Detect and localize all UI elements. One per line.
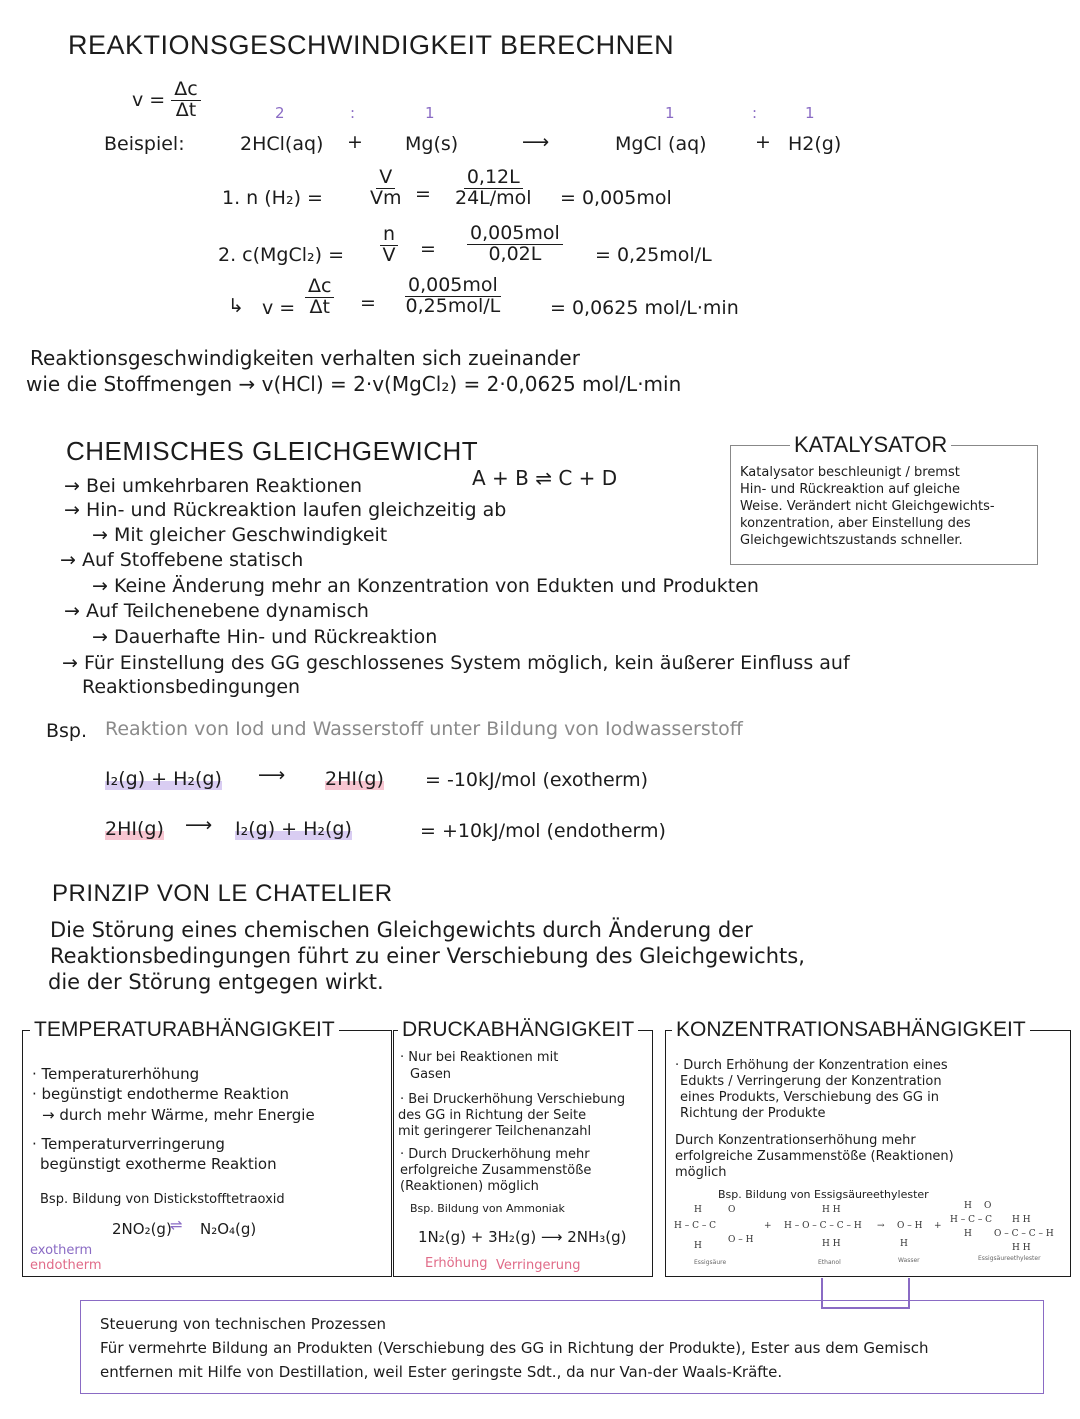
- step3-den: 0,25mol/L: [405, 294, 501, 317]
- gg-bsp-label: Bsp.: [46, 720, 88, 742]
- concentration-title: KONZENTRATIONSABHÄNGIGKEIT: [672, 1018, 1030, 1042]
- eq-mgcl: MgCl (aq): [615, 133, 707, 155]
- konz-line-2: Edukts / Verringerung der Konzentration: [680, 1074, 942, 1089]
- step2-values: [467, 224, 563, 265]
- rg-formula-v: v =: [132, 88, 166, 111]
- steuerung-line-1: Für vermehrte Bildung an Produkten (Verschiebung des GG in Richtung der Produkte), Ester aus dem Gemisch: [100, 1339, 929, 1357]
- svg-text:H – C – C: H – C – C: [950, 1215, 993, 1225]
- step1-values: [455, 168, 532, 209]
- reaction1-value: = -10kJ/mol (exotherm): [425, 769, 649, 791]
- svg-text:O: O: [984, 1201, 992, 1211]
- konz-line-3: eines Produkts, Verschiebung des GG in: [680, 1090, 939, 1105]
- gg-line-7: → Dauerhafte Hin- und Rückreaktion: [92, 626, 438, 648]
- step2-eq: =: [420, 238, 436, 260]
- coef-1a: 1: [425, 104, 435, 122]
- svg-text:O – H: O – H: [728, 1235, 754, 1245]
- svg-text:+: +: [934, 1221, 942, 1231]
- svg-text:O – C – C – H: O – C – C – H: [994, 1229, 1054, 1239]
- gg-line-5: → Keine Änderung mehr an Konzentration von Edukten und Produkten: [92, 575, 759, 597]
- reaction1-right-text: 2HI(g): [325, 768, 384, 790]
- reaction2-right: [235, 818, 352, 840]
- step2-frac: [380, 225, 398, 266]
- step2-frac-den: V: [382, 243, 396, 266]
- konz-line-1: · Durch Erhöhung der Konzentration eines: [675, 1058, 948, 1073]
- temp-eq-left: 2NO₂(g): [112, 1220, 172, 1238]
- beispiel-label: Beispiel:: [104, 133, 185, 155]
- reaction1-left: [105, 768, 222, 790]
- kat-line-5: Gleichgewichtszustands schneller.: [740, 533, 963, 548]
- svg-text:→: →: [877, 1221, 885, 1231]
- druck-line-3: · Bei Druckerhöhung Verschiebung: [400, 1092, 626, 1107]
- lbl-ethanol: Ethanol: [818, 1259, 841, 1266]
- coef-1c: 1: [805, 104, 815, 122]
- temp-line-1: · Temperaturerhöhung: [32, 1065, 200, 1083]
- step3-result: = 0,0625 mol/L·min: [550, 297, 739, 319]
- konz-line-4: Richtung der Produkte: [680, 1106, 826, 1121]
- rg-note-line2: wie die Stoffmengen → v(HCl) = 2·v(MgCl₂) = 2·0,0625 mol/L·min: [26, 372, 682, 396]
- reaction2-right-text: I₂(g) + H₂(g): [235, 818, 352, 840]
- step2-result: = 0,25mol/L: [595, 244, 712, 266]
- rg-formula-num: Δc: [171, 80, 200, 101]
- step1-eq: =: [415, 183, 431, 205]
- svg-text:H – C – C: H – C – C: [674, 1221, 717, 1231]
- step1-frac-den: Vm: [370, 186, 402, 209]
- temp-eq-arrow: [170, 1216, 183, 1234]
- druck-line-7: erfolgreiche Zusammenstöße: [400, 1163, 592, 1178]
- temp-line-4: · Temperaturverringerung: [32, 1135, 225, 1153]
- ester-reaction-structures: [672, 1200, 1062, 1272]
- step1-den: 24L/mol: [455, 186, 532, 209]
- svg-text:H H: H H: [1012, 1243, 1031, 1253]
- step3-frac-num: Δc: [305, 277, 334, 298]
- step3-eq: =: [360, 292, 376, 314]
- gg-line-1: → Bei umkehrbaren Reaktionen: [64, 475, 363, 497]
- eq-hcl: 2HCl(aq): [240, 133, 324, 155]
- svg-text:H: H: [964, 1229, 972, 1239]
- svg-text:+: +: [764, 1221, 772, 1231]
- step3-frac-den: Δt: [309, 295, 330, 318]
- druck-legend-up: Erhöhung: [425, 1256, 488, 1271]
- reaction1-right: [325, 768, 384, 790]
- druck-line-1: · Nur bei Reaktionen mit: [400, 1050, 559, 1065]
- lbl-wasser: Wasser: [898, 1257, 920, 1264]
- lc-line-3: die der Störung entgegen wirkt.: [48, 970, 384, 994]
- temp-line-2: · begünstigt endotherme Reaktion: [32, 1085, 290, 1103]
- katalysator-title: KATALYSATOR: [790, 432, 951, 458]
- step3-frac: [305, 277, 334, 318]
- rg-formula: [132, 80, 201, 121]
- step1-num: 0,12L: [464, 168, 523, 189]
- step3-label: v =: [262, 297, 296, 319]
- druck-eq: 1N₂(g) + 3H₂(g) ⟶ 2NH₃(g): [418, 1228, 627, 1246]
- step1-result: = 0,005mol: [560, 187, 672, 209]
- eq-arrow: ⟶: [522, 131, 550, 153]
- svg-text:H H: H H: [1012, 1215, 1031, 1225]
- step1-frac: [370, 168, 402, 209]
- druck-line-6: · Durch Druckerhöhung mehr: [400, 1147, 590, 1162]
- reaction1-left-text: I₂(g) + H₂(g): [105, 768, 222, 790]
- step2-frac-num: n: [380, 225, 398, 246]
- temp-eq-arrow-glyph: ⇌: [170, 1216, 183, 1234]
- lc-line-1: Die Störung eines chemischen Gleichgewichts durch Änderung der: [50, 918, 753, 942]
- temperature-title: TEMPERATURABHÄNGIGKEIT: [30, 1018, 339, 1042]
- svg-text:H H: H H: [822, 1239, 841, 1249]
- rg-note-line1: Reaktionsgeschwindigkeiten verhalten sich zueinander: [30, 346, 580, 370]
- step1-frac-num: V: [376, 168, 395, 189]
- rg-formula-fraction: [171, 80, 200, 121]
- svg-text:H: H: [694, 1205, 702, 1215]
- temp-eq-right: N₂O₄(g): [200, 1220, 257, 1238]
- lc-title: PRINZIP VON LE CHATELIER: [52, 880, 393, 907]
- eq-h2: H2(g): [788, 133, 842, 155]
- konz-bsp: Bsp. Bildung von Essigsäureethylester: [718, 1188, 929, 1201]
- temp-line-5: begünstigt exotherme Reaktion: [40, 1155, 277, 1173]
- step2-num: 0,005mol: [467, 224, 563, 245]
- gg-line-8: → Für Einstellung des GG geschlossenes System möglich, kein äußerer Einfluss auf: [62, 652, 850, 674]
- gg-bsp-text: Reaktion von Iod und Wasserstoff unter Bildung von Iodwasserstoff: [105, 718, 743, 740]
- step2-label: 2. c(MgCl₂) =: [218, 244, 345, 266]
- step3-arrow: ↳: [228, 295, 244, 317]
- reaction2-left-text: 2HI(g): [105, 818, 164, 840]
- druck-bsp: Bsp. Bildung von Ammoniak: [410, 1202, 565, 1215]
- coef-2: 2: [275, 104, 285, 122]
- gg-line-2: → Hin- und Rückreaktion laufen gleichzeitig ab: [64, 499, 507, 521]
- coef-1b: 1: [665, 104, 675, 122]
- coef-colon-2: :: [752, 104, 758, 122]
- kat-line-2: Hin- und Rückreaktion auf gleiche: [740, 482, 961, 497]
- druck-line-4: des GG in Richtung der Seite: [398, 1108, 587, 1123]
- druck-line-8: (Reaktionen) möglich: [400, 1179, 539, 1194]
- temp-legend-exo: exotherm: [30, 1243, 93, 1258]
- eq-plus-1: +: [347, 131, 363, 153]
- temp-legend-endo: endotherm: [30, 1258, 102, 1273]
- reaction2-left: [105, 818, 164, 840]
- pressure-title: DRUCKABHÄNGIGKEIT: [398, 1018, 638, 1042]
- svg-text:H: H: [900, 1239, 908, 1249]
- gg-title: CHEMISCHES GLEICHGEWICHT: [66, 436, 479, 466]
- druck-legend-down: Verringerung: [496, 1258, 581, 1273]
- lc-line-2: Reaktionsbedingungen führt zu einer Verschiebung des Gleichgewichts,: [50, 944, 805, 968]
- reaction2-value: = +10kJ/mol (endotherm): [420, 820, 666, 842]
- svg-text:O: O: [728, 1205, 736, 1215]
- svg-text:O – H: O – H: [897, 1221, 923, 1231]
- lbl-essigsaeure: Essigsäure: [694, 1259, 727, 1266]
- temp-line-3: → durch mehr Wärme, mehr Energie: [42, 1106, 315, 1124]
- reaction1-arrow: ⟶: [258, 764, 286, 786]
- eq-plus-2: +: [755, 131, 771, 153]
- rg-title: REAKTIONSGESCHWINDIGKEIT BERECHNEN: [68, 30, 675, 60]
- lbl-ester: Essigsäureethylester: [978, 1255, 1041, 1262]
- gg-equation: A + B ⇌ C + D: [472, 466, 618, 490]
- step3-values: [405, 276, 501, 317]
- svg-text:H: H: [964, 1201, 972, 1211]
- gg-line-9: Reaktionsbedingungen: [82, 676, 301, 698]
- step1-label: 1. n (H₂) =: [222, 187, 323, 209]
- eq-mg: Mg(s): [405, 133, 459, 155]
- svg-text:H – O – C – C – H: H – O – C – C – H: [784, 1221, 862, 1231]
- rg-formula-den: Δt: [175, 98, 197, 121]
- gg-line-6: → Auf Teilchenebene dynamisch: [64, 600, 369, 622]
- druck-line-5: mit geringerer Teilchenanzahl: [398, 1124, 592, 1139]
- druck-line-2: Gasen: [410, 1067, 452, 1082]
- coef-colon-1: :: [350, 104, 356, 122]
- kat-line-1: Katalysator beschleunigt / bremst: [740, 465, 960, 480]
- steuerung-title: Steuerung von technischen Prozessen: [100, 1315, 387, 1333]
- step2-den: 0,02L: [488, 242, 542, 265]
- temp-bsp: Bsp. Bildung von Distickstofftetraoxid: [40, 1192, 285, 1207]
- gg-line-3: → Mit gleicher Geschwindigkeit: [92, 524, 388, 546]
- kat-line-4: konzentration, aber Einstellung des: [740, 516, 971, 531]
- gg-line-4: → Auf Stoffebene statisch: [60, 549, 304, 571]
- kat-line-3: Weise. Verändert nicht Gleichgewichts-: [740, 499, 995, 514]
- konz-line-5: Durch Konzentrationserhöhung mehr: [675, 1133, 916, 1148]
- konz-line-6: erfolgreiche Zusammenstöße (Reaktionen): [675, 1149, 954, 1164]
- svg-text:H H: H H: [822, 1205, 841, 1215]
- step3-num: 0,005mol: [405, 276, 501, 297]
- steuerung-line-2: entfernen mit Hilfe von Destillation, weil Ester geringste Sdt., da nur Van-der Waals-Kräfte.: [100, 1363, 783, 1381]
- konz-line-7: möglich: [675, 1165, 727, 1180]
- svg-text:H: H: [694, 1241, 702, 1251]
- reaction2-arrow: ⟶: [185, 814, 213, 836]
